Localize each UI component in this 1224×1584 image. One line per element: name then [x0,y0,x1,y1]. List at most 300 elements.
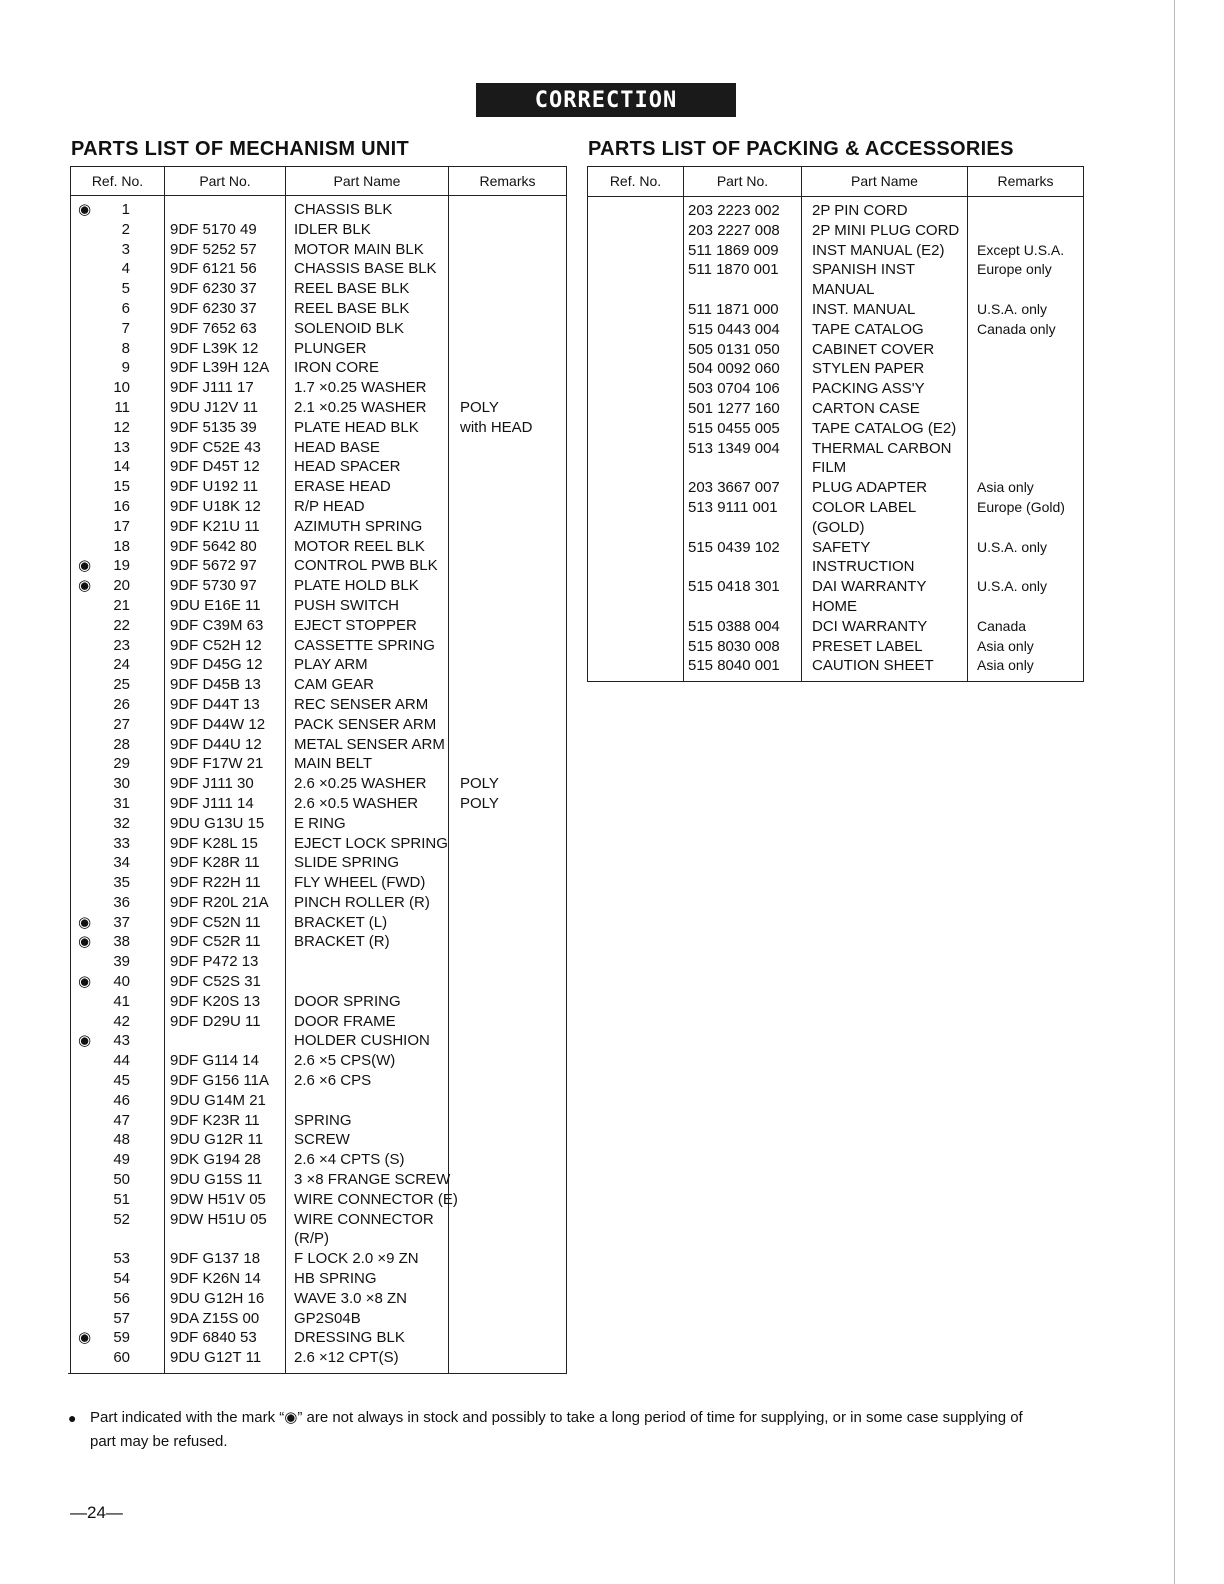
ref-no: 28 [113,735,130,753]
ref-no: 23 [113,636,130,654]
part-name: DCI WARRANTY [812,617,928,635]
part-name: CHASSIS BASE BLK [294,260,437,278]
ref-no: 56 [113,1289,130,1307]
part-name: SCREW [294,1131,350,1149]
part-name: 1.7 ×0.25 WASHER [294,379,427,397]
mech-table-row [70,695,567,715]
ref-no: 7 [121,319,130,337]
part-no: 9DF K23R 11 [170,1111,260,1129]
part-no: 9DF K20S 13 [170,992,261,1010]
remarks: Asia only [977,479,1034,496]
part-no: 9DF D45B 13 [170,676,261,694]
mark-icon: ◉ [78,577,92,595]
part-name: PLATE HEAD BLK [294,418,419,436]
part-name: SPANISH INST [812,261,916,279]
part-no: 203 2227 008 [688,221,780,239]
mech-header-part-name: Part Name [333,173,401,189]
part-name: WIRE CONNECTOR (E) [294,1190,458,1208]
pack-table-row [587,518,1084,538]
part-no: 515 8030 008 [688,637,780,655]
ref-no: 46 [113,1091,130,1109]
part-name: IDLER BLK [294,220,371,238]
ref-no: 12 [113,418,130,436]
part-no: 511 1871 000 [688,300,779,318]
remarks: U.S.A. only [977,300,1048,317]
part-no: 9DF R22H 11 [170,874,261,892]
part-no: 9DF 7652 63 [170,319,257,337]
ref-no: 60 [113,1349,130,1367]
part-name: PLAY ARM [294,656,368,674]
pack-table-row [587,637,1084,657]
mech-header-ref: Ref. No. [91,173,144,189]
pack-table-row [587,201,1084,221]
mech-table-row [70,457,567,477]
part-no: 9DF 5135 39 [170,418,257,436]
pack-table-row [587,597,1084,617]
part-name: SAFETY [812,538,871,556]
ref-no: 43 [113,1032,130,1050]
part-name: BRACKET (L) [294,913,388,931]
part-name: INST. MANUAL [812,300,916,318]
part-name: EJECT LOCK SPRING [294,834,448,852]
part-name: METAL SENSER ARM [294,735,445,753]
part-name: ERASE HEAD [294,478,391,496]
pack-table-row [587,656,1084,676]
remarks: with HEAD [460,418,533,436]
mech-table-row [70,200,567,220]
part-name: SLIDE SPRING [294,854,400,872]
pack-table-row [587,241,1084,261]
part-no: 9DF C52N 11 [170,913,261,931]
mech-table-row [70,1269,567,1289]
part-no: 9DU G14M 21 [170,1091,266,1109]
part-name: 2.6 ×12 CPT(S) [294,1349,399,1367]
part-name: SOLENOID BLK [294,319,405,337]
part-no: 9DF K21U 11 [170,517,260,535]
remarks: Canada [977,617,1027,634]
part-no: 9DF L39K 12 [170,339,259,357]
part-no: 511 1870 001 [688,261,779,279]
pack-table-row [587,617,1084,637]
mech-table-row [70,893,567,913]
part-name: CABINET COVER [812,340,935,358]
ref-no: 40 [113,973,130,991]
part-name: SPRING [294,1111,352,1129]
ref-no: 51 [113,1190,130,1208]
pack-table-row [587,577,1084,597]
part-name: PUSH SWITCH [294,596,399,614]
part-no: 511 1869 009 [688,241,779,259]
mech-table-row [70,537,567,557]
ref-no: 5 [121,280,130,298]
remarks: U.S.A. only [977,578,1048,595]
ref-no: 14 [113,458,130,476]
remarks: POLY [460,398,499,416]
mech-table-row [70,1229,567,1249]
part-no: 9DF 5672 97 [170,557,257,575]
part-name: (GOLD) [812,518,865,536]
ref-no: 54 [113,1270,130,1288]
part-no: 504 0092 060 [688,360,780,378]
mech-table-row [70,1012,567,1032]
packing-title: PARTS LIST OF PACKING & ACCESSORIES [588,138,1014,160]
part-no: 9DF G114 14 [170,1052,259,1070]
ref-no: 36 [113,893,130,911]
remarks: Except U.S.A. [977,241,1065,258]
ref-no: 47 [113,1111,130,1129]
pack-table-row [587,557,1084,577]
part-name: 3 ×8 FRANGE SCREW [294,1171,451,1189]
part-name: 2.1 ×0.25 WASHER [294,398,427,416]
ref-no: 25 [113,676,130,694]
part-no: 203 3667 007 [688,479,780,497]
part-name: E RING [294,814,346,832]
page-number: —24— [70,1503,123,1522]
ref-no: 29 [113,755,130,773]
part-name: CARTON CASE [812,399,920,417]
remarks: Europe (Gold) [977,498,1065,515]
mech-table-row [70,438,567,458]
part-no: 9DF J111 14 [170,794,254,812]
mechanism-title: PARTS LIST OF MECHANISM UNIT [71,138,410,160]
mech-table-row [70,358,567,378]
part-name: EJECT STOPPER [294,616,417,634]
part-name: CONTROL PWB BLK [294,557,438,575]
part-no: 9DF 5252 57 [170,240,257,258]
ref-no: 17 [113,517,130,535]
part-name: REC SENSER ARM [294,695,429,713]
mark-icon: ◉ [78,1329,92,1347]
mech-table-row [70,754,567,774]
part-no: 9DF D29U 11 [170,1012,261,1030]
pack-table-row [587,260,1084,280]
part-no: 9DF G156 11A [170,1072,269,1090]
part-no: 515 0418 301 [688,578,780,596]
ref-no: 41 [113,992,130,1010]
ref-no: 31 [113,794,130,812]
mech-table-row [70,774,567,794]
part-no: 9DW H51V 05 [170,1190,266,1208]
ref-no: 38 [113,933,130,951]
mech-table-row [70,240,567,260]
part-name: PLUNGER [294,339,367,357]
part-no: 9DF F17W 21 [170,755,264,773]
part-name: COLOR LABEL [812,498,917,516]
part-no: 9DF J111 17 [170,379,254,397]
part-no: 9DF 5730 97 [170,577,257,595]
part-name: 2P MINI PLUG CORD [812,221,960,239]
part-name: HOLDER CUSHION [294,1032,430,1050]
part-no: 9DU G13U 15 [170,814,265,832]
part-no: 9DF G137 18 [170,1250,261,1268]
mech-table-row [70,299,567,319]
pack-table-row [587,498,1084,518]
part-no: 9DU J12V 11 [170,398,259,416]
mech-table-row [70,735,567,755]
part-no: 9DF R20L 21A [170,893,269,911]
pack-table-row [587,340,1084,360]
part-name: PLATE HOLD BLK [294,577,419,595]
ref-no: 30 [113,775,130,793]
mech-table-row [70,1091,567,1111]
pack-header-ref: Ref. No. [609,173,662,189]
mark-icon: ◉ [78,973,92,991]
ref-no: 8 [121,339,130,357]
part-no: 203 2223 002 [688,202,780,219]
mech-table-row [70,220,567,240]
part-name: 2.6 ×5 CPS(W) [294,1052,396,1070]
part-name: CAUTION SHEET [812,657,934,675]
part-no: 9DU G12T 11 [170,1349,262,1367]
pack-table-row [587,379,1084,399]
part-no: 9DW H51U 05 [170,1210,267,1228]
pack-table-row [587,538,1084,558]
ref-no: 37 [113,913,130,931]
part-name: WAVE 3.0 ×8 ZN [294,1289,407,1307]
mech-header-remarks: Remarks [479,173,536,189]
ref-no: 53 [113,1250,130,1268]
ref-no: 18 [113,537,130,555]
part-no: 513 9111 001 [688,498,778,516]
remarks: Asia only [977,657,1034,674]
part-name: 2.6 ×6 CPS [294,1072,372,1090]
part-name: PACK SENSER ARM [294,715,437,733]
pack-table-row [587,320,1084,340]
mech-table-row [70,1249,567,1269]
part-no: 9DF K28L 15 [170,834,258,852]
mech-table-row [70,952,567,972]
mech-table-row [70,992,567,1012]
mark-icon: ◉ [78,1032,92,1050]
mech-table-row [70,1031,567,1051]
ref-no: 48 [113,1131,130,1149]
part-name: CASSETTE SPRING [294,636,435,654]
part-no: 515 0439 102 [688,538,780,556]
mech-table-row [70,1289,567,1309]
remarks: POLY [460,794,499,812]
pack-header-remarks: Remarks [997,173,1054,189]
part-name: DAI WARRANTY [812,578,927,596]
part-no: 515 8040 001 [688,657,780,675]
ref-no: 27 [113,715,130,733]
part-name: MOTOR REEL BLK [294,537,425,555]
ref-no: 20 [113,577,130,595]
ref-no: 39 [113,953,130,971]
part-no: 9DF U192 11 [170,478,259,496]
mech-table-row [70,1111,567,1131]
mech-table-row [70,675,567,695]
part-no: 9DU E16E 11 [170,596,261,614]
part-no: 9DU G12R 11 [170,1131,264,1149]
ref-no: 49 [113,1151,130,1169]
part-name: GP2S04B [294,1309,361,1327]
mech-table-row [70,259,567,279]
pack-table-row [587,300,1084,320]
correction-banner: CORRECTION [476,83,736,117]
ref-no: 52 [113,1210,130,1228]
ref-no: 13 [113,438,130,456]
part-name: AZIMUTH SPRING [294,517,423,535]
ref-no: 15 [113,478,130,496]
ref-no: 10 [113,379,130,397]
mech-table-row [70,556,567,576]
mech-table-row [70,834,567,854]
ref-no: 26 [113,695,130,713]
pack-table-row [587,359,1084,379]
pack-table-row [587,399,1084,419]
part-name: PRESET LABEL [812,637,923,655]
mech-table-row [70,913,567,933]
part-name: PLUG ADAPTER [812,479,928,497]
part-no: 9DA Z15S 00 [170,1309,260,1327]
part-name: HEAD SPACER [294,458,401,476]
part-name: INST MANUAL (E2) [812,241,945,259]
part-no: 505 0131 050 [688,340,780,358]
part-name: DOOR FRAME [294,1012,396,1030]
part-no: 9DF C52H 12 [170,636,262,654]
ref-no: 11 [114,398,130,416]
mechanism-rows [70,200,567,1368]
footnote-text: Part indicated with the mark “◉” are not always in stock and possibly to take a long period of time for supplying, or in some case supplying of part may be refused. [90,1409,1023,1450]
part-name: CHASSIS BLK [294,201,393,218]
part-name: 2.6 ×0.5 WASHER [294,794,419,812]
part-no: 513 1349 004 [688,439,780,457]
part-name: PINCH ROLLER (R) [294,893,430,911]
part-name: MAIN BELT [294,755,373,773]
mark-icon: ◉ [78,557,92,575]
part-no: 9DF D44W 12 [170,715,266,733]
mech-table-row [70,339,567,359]
pack-table-row [587,221,1084,241]
part-no: 501 1277 160 [688,399,780,417]
part-name: INSTRUCTION [812,558,915,576]
page-edge-rule [1174,0,1175,1584]
part-no: 9DF C52R 11 [170,933,261,951]
mech-table-row [70,576,567,596]
mech-table-row [70,636,567,656]
part-name: TAPE CATALOG [812,320,924,338]
mech-header-part-no: Part No. [199,173,251,189]
part-no: 515 0443 004 [688,320,780,338]
ref-no: 9 [121,359,130,377]
mech-table-row [70,814,567,834]
part-name: MOTOR MAIN BLK [294,240,424,258]
ref-no: 19 [113,557,130,575]
mech-table-row [70,932,567,952]
part-no: 9DF 5170 49 [170,220,257,238]
mech-table-row [70,1150,567,1170]
part-no: 9DF U18K 12 [170,497,261,515]
mech-table-row [70,972,567,992]
ref-no: 1 [121,201,130,218]
mech-table-row [70,418,567,438]
part-no: 9DF P472 13 [170,953,259,971]
pack-table-row [587,280,1084,300]
part-no: 9DF 6230 37 [170,280,257,298]
mech-table-row [70,1210,567,1230]
mech-table-row [70,1309,567,1329]
mech-table-row [70,853,567,873]
part-name: THERMAL CARBON [812,439,952,457]
part-name: FILM [812,459,847,477]
part-no: 9DF D44U 12 [170,735,262,753]
mech-table-row [70,517,567,537]
pack-table-row [587,419,1084,439]
mark-icon: ◉ [78,933,92,951]
part-no: 503 0704 106 [688,380,780,398]
mech-table-row [70,378,567,398]
mech-table-row [70,616,567,636]
ref-no: 33 [113,834,130,852]
mech-table-row [70,873,567,893]
part-name: REEL BASE BLK [294,280,410,298]
part-name: IRON CORE [294,359,380,377]
part-name: HOME [812,597,857,615]
part-no: 9DF 5642 80 [170,537,257,555]
ref-no: 34 [113,854,130,872]
mech-table-row [70,655,567,675]
mech-table-row [70,398,567,418]
part-name: MANUAL [812,281,875,299]
part-no: 9DF J111 30 [170,775,254,793]
ref-no: 22 [113,616,130,634]
part-no: 9DK G194 28 [170,1151,261,1169]
pack-table-row [587,478,1084,498]
mech-table-row [70,1348,567,1368]
ref-no: 6 [121,299,130,317]
pack-table-row [587,439,1084,459]
mech-table-row [70,1051,567,1071]
part-no: 9DF D44T 13 [170,695,260,713]
part-name: HEAD BASE [294,438,380,456]
part-name: 2.6 ×4 CPTS (S) [294,1151,405,1169]
ref-no: 50 [113,1171,130,1189]
mech-table-row [70,477,567,497]
ref-no: 44 [113,1052,130,1070]
part-name: (R/P) [294,1230,329,1248]
mech-table-row [70,497,567,517]
ref-no: 3 [121,240,130,258]
ref-no: 2 [121,220,130,238]
mech-table-row [70,794,567,814]
mark-icon: ◉ [78,201,92,218]
mech-table-row [70,1190,567,1210]
ref-no: 16 [113,497,130,515]
part-name: 2P PIN CORD [812,202,908,219]
remarks: Europe only [977,261,1052,278]
part-name: DOOR SPRING [294,992,401,1010]
ref-no: 59 [113,1329,130,1347]
mark-icon: ◉ [78,913,92,931]
pack-header-part-name: Part Name [851,173,918,189]
ref-no: 42 [113,1012,130,1030]
remarks: U.S.A. only [977,538,1048,555]
mech-table-row [70,1170,567,1190]
part-name: F LOCK 2.0 ×9 ZN [294,1250,419,1268]
remarks: POLY [460,775,499,793]
part-no: 515 0455 005 [688,419,780,437]
bullet-icon: ● [68,1410,77,1426]
part-no: 9DF D45G 12 [170,656,263,674]
footnote [68,1406,1048,1454]
mech-table-row [70,715,567,735]
ref-no: 57 [113,1309,130,1327]
remarks: Asia only [977,637,1034,654]
mech-table-row [70,1328,567,1348]
mech-table-row [70,596,567,616]
part-no: 9DF K28R 11 [170,854,260,872]
ref-no: 45 [113,1072,130,1090]
